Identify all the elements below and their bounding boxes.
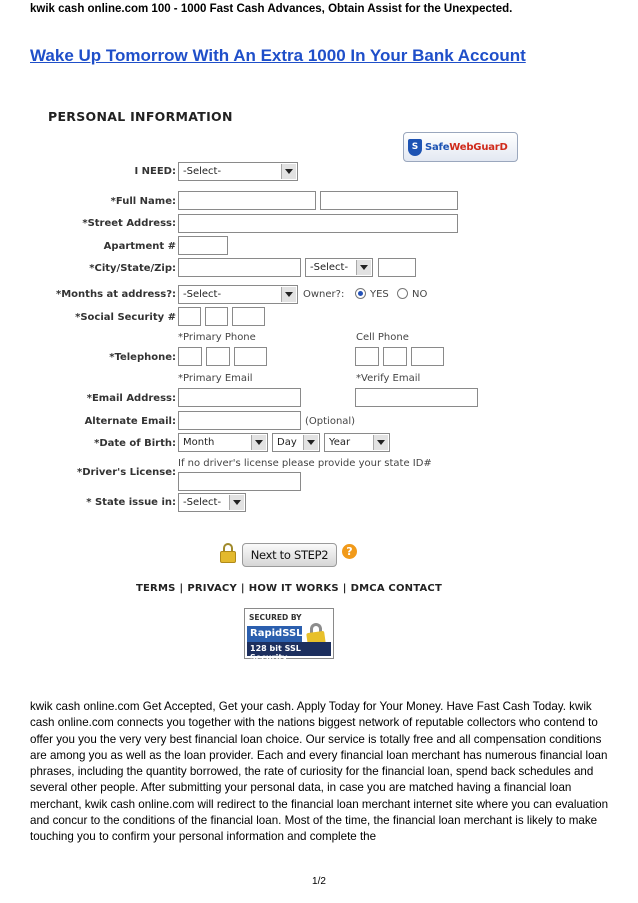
help-icon[interactable]: ? [342,544,357,559]
alternate-email-input[interactable] [178,411,301,430]
article-paragraph: kwik cash online.com Get Accepted, Get your cash. Apply Today for Your Money. Have Fast Cash Today. kwik cash online.com connects you together with the nations biggest network of reputable collectors who contend to offer you you the very very best financial loan choice. Our service is totally free and all compensation conditions are among you as well as the loan provider. Each and every financial loan merchant has numerous financial loan phrases, including the quantity borrowed, the rate of curiosity for the financial loan, spend back schedules and several other people. After submitting your personal data, in case you are matched having a financial loan merchant, kwik cash online.com will redirect to the financial loan merchant internet site where you can evaluation and concur to the conditions of the financial loan. Most of the time, the financial loan merchant is likely to make touching you to confirm your personal information and complete the [30,700,609,844]
owner-no-radio[interactable] [397,288,408,299]
apartment-label: Apartment # [103,241,176,252]
state-select[interactable]: -Select- [305,258,373,277]
primary-email-hint: *Primary Email [178,373,253,384]
ssl-security-level: 128 bit SSL Security [247,642,331,656]
ssn-label: *Social Security # [75,312,176,323]
page-header: kwik cash online.com 100 - 1000 Fast Cash Advances, Obtain Assist for the Unexpected. [30,3,513,15]
street-address-label: *Street Address: [82,218,176,229]
owner-no-label: NO [412,289,428,300]
owner-yes-label: YES [370,289,389,300]
ssl-brand: RapidSSL [247,626,302,642]
full-name-label: *Full Name: [110,196,176,207]
chevron-down-icon [281,287,296,302]
page-title-link[interactable]: Wake Up Tomorrow With An Extra 1000 In Your Bank Account [30,46,526,65]
city-state-zip-label: *City/State/Zip: [89,263,176,274]
primary-phone-prefix-input[interactable] [206,347,230,366]
city-input[interactable] [178,258,301,277]
chevron-down-icon [251,435,266,450]
ssn-part2-input[interactable] [205,307,228,326]
zip-input[interactable] [378,258,416,277]
article-body [30,699,610,846]
months-at-address-select[interactable]: -Select- [178,285,298,304]
chevron-down-icon [373,435,388,450]
telephone-label: *Telephone: [109,352,176,363]
dob-label: *Date of Birth: [94,438,176,449]
drivers-license-label: *Driver's License: [77,467,176,478]
primary-phone-hint: *Primary Phone [178,332,256,343]
street-address-input[interactable] [178,214,458,233]
drivers-license-input[interactable] [178,472,301,491]
safewebguard-seal[interactable] [403,132,518,162]
cell-phone-prefix-input[interactable] [383,347,407,366]
ssn-part1-input[interactable] [178,307,201,326]
state-issue-select[interactable]: -Select- [178,493,246,512]
last-name-input[interactable] [320,191,458,210]
dob-month-select[interactable]: Month [178,433,268,452]
section-heading: PERSONAL INFORMATION [48,109,233,124]
email-input[interactable] [178,388,301,407]
link-separator: | [240,583,245,594]
dmca-contact-link[interactable]: DMCA CONTACT [350,583,442,594]
application-form [30,100,590,660]
how-it-works-link[interactable]: HOW IT WORKS [248,583,339,594]
next-step-button[interactable]: Next to STEP2 [242,543,337,567]
verify-email-input[interactable] [355,388,478,407]
cell-phone-area-input[interactable] [355,347,379,366]
dob-day-select[interactable]: Day [272,433,320,452]
lock-icon [220,543,236,563]
alternate-email-label: Alternate Email: [84,416,176,427]
cell-phone-line-input[interactable] [411,347,444,366]
link-separator: | [342,583,347,594]
owner-label: Owner?: [303,289,345,300]
owner-yes-radio[interactable] [355,288,366,299]
state-issue-label: * State issue in: [86,497,176,508]
ssl-secured-by: SECURED BY [249,613,302,622]
page-number: 1/2 [312,876,326,887]
link-separator: | [179,583,184,594]
optional-hint: (Optional) [305,416,356,427]
dl-note-hint: If no driver's license please provide your state ID# [178,458,432,469]
first-name-input[interactable] [178,191,316,210]
i-need-select[interactable]: -Select- [178,162,298,181]
chevron-down-icon [303,435,318,450]
chevron-down-icon [229,495,244,510]
ssn-part3-input[interactable] [232,307,265,326]
rapidssl-badge[interactable] [244,608,334,662]
seal-text: SafeWebGuarD [425,141,508,153]
months-at-address-label: *Months at address?: [56,289,176,300]
dob-year-select[interactable]: Year [324,433,390,452]
shield-icon: S [408,139,422,156]
footer-links [136,583,442,594]
cell-phone-hint: Cell Phone [356,332,409,343]
chevron-down-icon [281,164,296,179]
primary-phone-area-input[interactable] [178,347,202,366]
i-need-label: I NEED: [134,166,176,177]
verify-email-hint: *Verify Email [356,373,421,384]
apartment-input[interactable] [178,236,228,255]
terms-link[interactable]: TERMS [136,583,176,594]
privacy-link[interactable]: PRIVACY [187,583,237,594]
chevron-down-icon [356,260,371,275]
primary-phone-line-input[interactable] [234,347,267,366]
email-label: *Email Address: [86,393,176,404]
